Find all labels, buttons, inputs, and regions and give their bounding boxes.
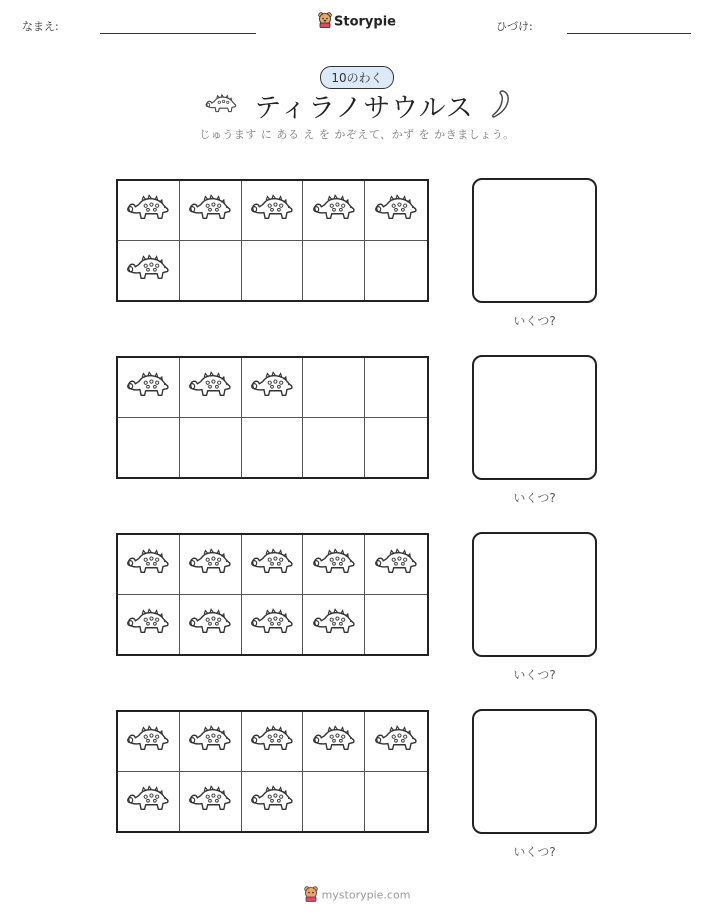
question-prompt: いくつ? [513,668,556,682]
ten-frame-cell [180,241,242,301]
ten-frame-cell [180,712,242,772]
ten-frame-cell [242,535,304,595]
ten-frame-cell [242,772,304,832]
question-prompt: いくつ? [513,845,556,859]
ankylosaurus-icon [249,192,295,228]
ankylosaurus-icon [125,606,171,642]
ankylosaurus-icon [203,93,239,119]
ten-frame-cell [118,418,180,478]
ten-frame-cell [118,772,180,832]
page-title: ティラノサウルス [254,93,474,124]
footer-url[interactable]: mystorypie.com [321,888,411,902]
ankylosaurus-icon [187,723,233,759]
ten-frame-cell [180,772,242,832]
ankylosaurus-icon [373,192,419,228]
ankylosaurus-icon [311,192,357,228]
ankylosaurus-icon [125,369,171,405]
ten-frame-cell [365,772,427,832]
ankylosaurus-icon [187,369,233,405]
ten-frame-cell [242,241,304,301]
ten-frame-cell [118,181,180,241]
ten-frame-cell [180,595,242,655]
ankylosaurus-icon [311,606,357,642]
ten-frame-cell [242,595,304,655]
title-row [0,86,714,125]
ankylosaurus-icon [187,192,233,228]
brand-name: Storypie [334,14,396,30]
question-prompt: いくつ? [513,491,556,505]
answer-box[interactable] [472,355,597,480]
ankylosaurus-icon [249,369,295,405]
ankylosaurus-icon [311,546,357,582]
ten-frame-cell [303,535,365,595]
ten-frame-cell [303,181,365,241]
name-line[interactable] [100,33,256,34]
ten-frame-cell [365,358,427,418]
ankylosaurus-icon [125,192,171,228]
ten-frame-cell [118,358,180,418]
ankylosaurus-icon [249,606,295,642]
footer [0,886,714,905]
ankylosaurus-icon [187,546,233,582]
ten-frame-cell [242,712,304,772]
ankylosaurus-icon [249,783,295,819]
ten-frame-cell [365,595,427,655]
ankylosaurus-icon [125,252,171,288]
answer-box[interactable] [472,709,597,834]
answer-box[interactable] [472,178,597,303]
ten-frame-cell [118,595,180,655]
ankylosaurus-icon [187,606,233,642]
ten-frame-cell [242,181,304,241]
ten-frame-cell [303,358,365,418]
brand-logo [0,12,714,32]
ten-frame-cell [365,241,427,301]
ten-frame-cell [365,181,427,241]
bear-mascot-icon [318,12,332,32]
ten-frame [116,533,429,656]
date-line[interactable] [567,33,691,34]
ten-frame-cell [180,358,242,418]
ten-frame-cell [303,418,365,478]
ten-frame-cell [118,535,180,595]
ten-frame-cell [365,418,427,478]
ankylosaurus-icon [125,546,171,582]
name-label: なまえ: [22,20,59,33]
ankylosaurus-icon [187,783,233,819]
ten-frame-cell [180,181,242,241]
date-label: ひづけ: [496,20,533,33]
dinosaur-claw-icon [489,89,511,123]
ten-frame-cell [180,535,242,595]
ankylosaurus-icon [373,723,419,759]
ten-frame-cell [180,418,242,478]
ten-frame-cell [303,241,365,301]
ten-frame-cell [303,595,365,655]
ankylosaurus-icon [249,723,295,759]
ankylosaurus-icon [249,546,295,582]
ten-frame-cell [365,712,427,772]
question-prompt: いくつ? [513,314,556,328]
worksheet-type-badge: 10のわく [320,66,393,89]
ten-frame [116,179,429,302]
ankylosaurus-icon [125,783,171,819]
ten-frame-cell [303,772,365,832]
ten-frame-cell [118,241,180,301]
ten-frame [116,710,429,833]
ten-frame-cell [242,358,304,418]
ten-frame-cell [242,418,304,478]
ten-frame-cell [303,712,365,772]
ankylosaurus-icon [373,546,419,582]
ankylosaurus-icon [311,723,357,759]
instructions: じゅうます に ある え を かぞえて、かず を かきましょう。 [199,128,515,141]
bear-mascot-icon [304,886,318,905]
ten-frame-cell [365,535,427,595]
ankylosaurus-icon [125,723,171,759]
answer-box[interactable] [472,532,597,657]
ten-frame-cell [118,712,180,772]
ten-frame [116,356,429,479]
